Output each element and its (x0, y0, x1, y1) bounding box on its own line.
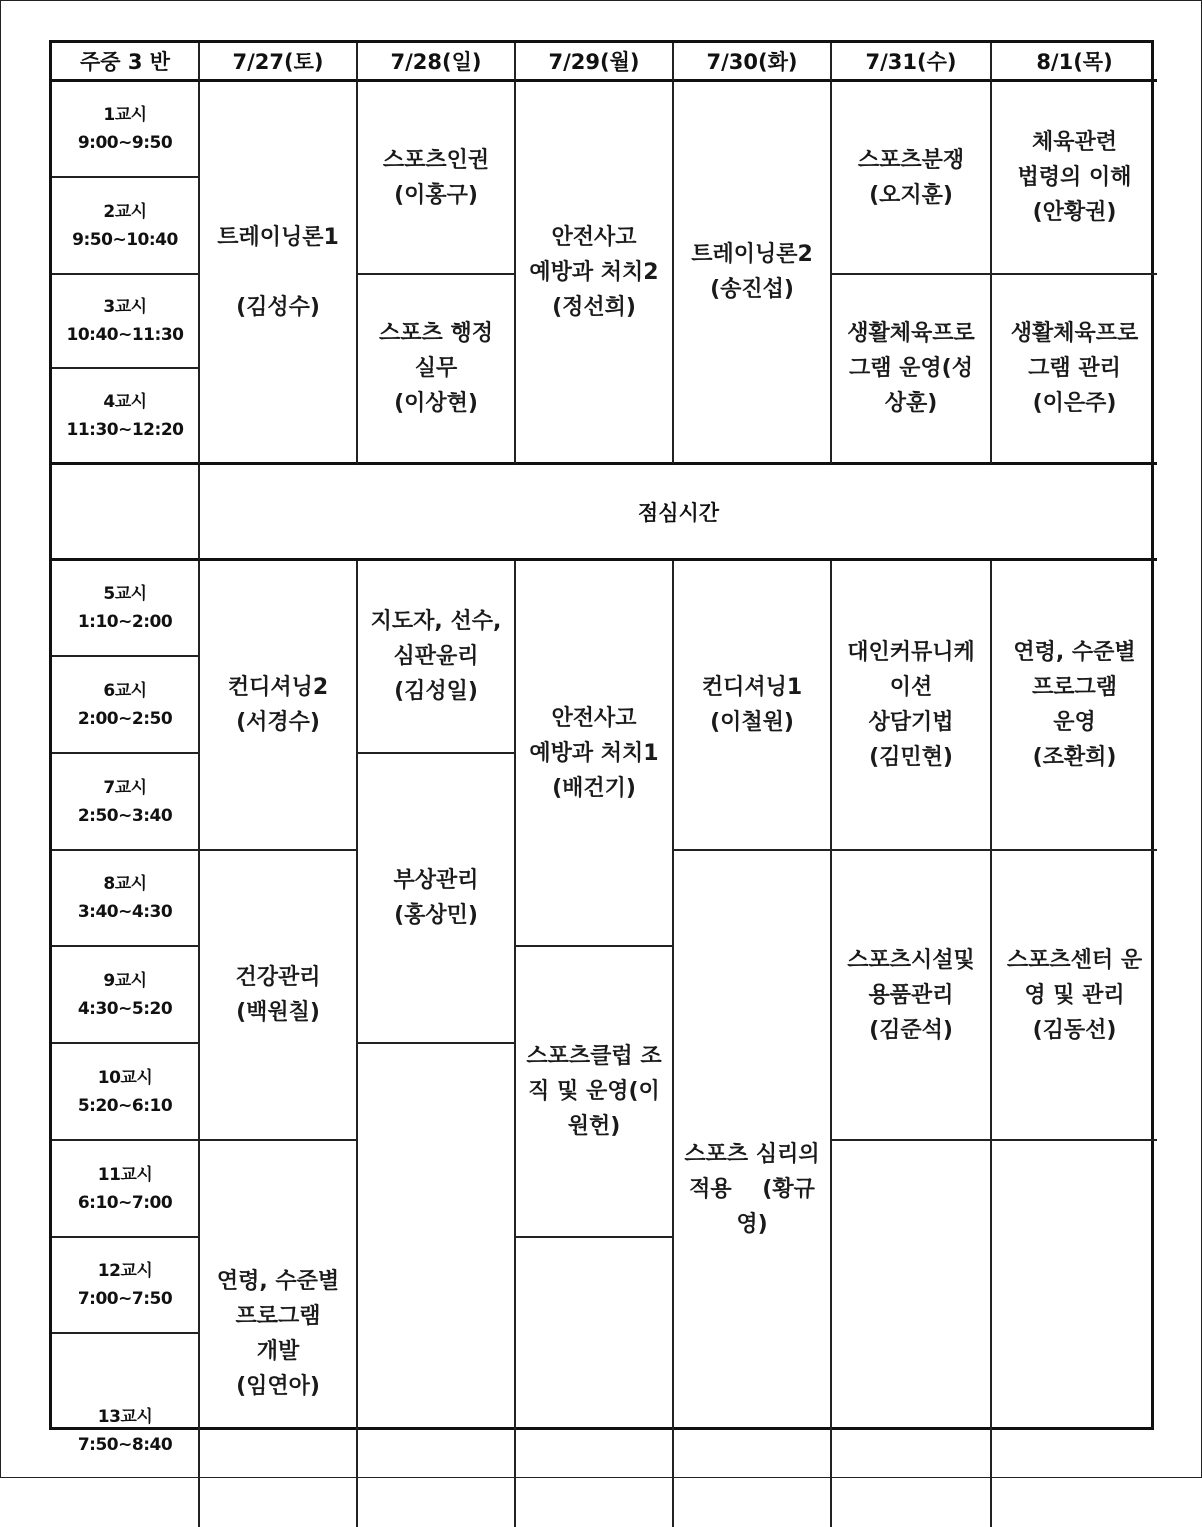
class-title: 영 및 관리 (1024, 982, 1125, 1008)
period-cell (52, 82, 200, 178)
class-cell (516, 82, 674, 465)
class-title: 트레이닝론2 (691, 242, 813, 267)
class-cell (992, 561, 1157, 851)
period-time: 9:00~9:50 (77, 133, 173, 153)
class-cell (832, 275, 992, 465)
period-name: 11교시 (97, 1164, 153, 1185)
class-title: 트레이닝론1 (217, 224, 339, 250)
class-instructor: (김민현) (869, 745, 953, 770)
class-instructor: 상훈) (884, 391, 938, 416)
class-title: 법령의 이해 (1017, 165, 1132, 190)
class-instructor: (김준석) (869, 1017, 953, 1043)
period-cell (52, 1044, 200, 1141)
class-instructor: 영) (736, 1211, 768, 1237)
class-title: 스포츠분쟁 (857, 147, 965, 173)
class-cell (992, 275, 1157, 465)
class-title: 적용 (황규 (689, 1176, 815, 1202)
class-cell (358, 82, 516, 275)
class-instructor: (백원칠) (236, 1000, 320, 1025)
period-time: 7:50~8:40 (77, 1434, 173, 1455)
class-cell (358, 275, 516, 465)
day-header-0728: 7/28(일) (358, 43, 516, 82)
class-instructor: (송진섭) (710, 277, 794, 302)
period-name: 4교시 (103, 391, 147, 412)
class-cell (832, 561, 992, 851)
empty-cell (832, 1141, 992, 1527)
class-title: 스포츠 행정 (379, 321, 493, 346)
class-cell (674, 561, 832, 851)
class-cell (358, 754, 516, 1044)
class-title: 개발 (256, 1339, 300, 1364)
class-cell (358, 561, 516, 754)
class-title: 용품관리 (868, 982, 954, 1008)
empty-cell (358, 1044, 516, 1527)
class-instructor: (이철원) (710, 710, 794, 735)
period-time: 10:40~11:30 (66, 325, 184, 345)
class-cell (832, 851, 992, 1141)
class-cell (992, 82, 1157, 275)
class-title: 이션 (889, 675, 933, 700)
class-title: 직 및 운영(이 (528, 1079, 660, 1104)
class-cell (200, 561, 358, 851)
class-cell (200, 851, 358, 1141)
class-cell (516, 947, 674, 1238)
period-name: 6교시 (103, 680, 147, 701)
class-title: 실무 (414, 356, 458, 381)
class-title: 예방과 처치2 (529, 259, 659, 285)
period-cell (52, 657, 200, 754)
period-time: 2:00~2:50 (77, 708, 173, 729)
period-time: 6:10~7:00 (77, 1192, 173, 1213)
class-cell (832, 82, 992, 275)
class-cell (200, 82, 358, 465)
class-instructor: (이상현) (394, 391, 478, 416)
class-title: 예방과 처치1 (529, 740, 659, 766)
class-instructor: (안황권) (1032, 200, 1117, 225)
period-time: 1:10~2:00 (77, 612, 173, 632)
class-instructor: (홍상민) (394, 903, 478, 928)
class-instructor: (조환희) (1032, 745, 1117, 770)
period-cell (52, 754, 200, 851)
day-header-0730: 7/30(화) (674, 43, 832, 82)
period-time: 5:20~6:10 (77, 1095, 173, 1116)
period-cell (52, 275, 200, 369)
period-cell (52, 1141, 200, 1238)
period-time: 4:30~5:20 (77, 998, 173, 1019)
class-title: 심판윤리 (393, 644, 479, 669)
period-cell (52, 561, 200, 657)
class-title: 스포츠클럽 조 (526, 1044, 662, 1069)
lunch-break: 점심시간 (200, 465, 1157, 561)
period-time: 11:30~12:20 (66, 419, 184, 440)
class-title: 스포츠시설및 (847, 947, 975, 973)
timetable (49, 40, 1154, 1455)
class-cell (516, 561, 674, 947)
period-cell (52, 1334, 200, 1527)
period-name: 10교시 (97, 1067, 153, 1088)
class-instructor: (이홍구) (394, 182, 478, 208)
class-title: 안전사고 (551, 705, 637, 731)
class-title: 생활체육프로 (847, 321, 975, 346)
period-name: 3교시 (103, 297, 147, 317)
period-cell (52, 178, 200, 275)
lunch-period-cell (52, 465, 200, 561)
class-instructor: (정선희) (552, 294, 636, 320)
day-header-0727: 7/27(토) (200, 43, 358, 82)
period-time: 2:50~3:40 (77, 805, 173, 826)
class-title: 스포츠 심리의 (684, 1141, 820, 1167)
class-instructor: (오지훈) (869, 182, 953, 208)
class-title: 연령, 수준별 (216, 1269, 340, 1294)
period-name: 12교시 (97, 1261, 153, 1281)
period-time: 7:00~7:50 (77, 1289, 173, 1309)
period-name: 5교시 (103, 584, 147, 604)
period-cell (52, 947, 200, 1044)
class-title: 컨디셔닝2 (227, 675, 329, 700)
class-title: 생활체육프로 (1010, 321, 1139, 346)
period-name: 13교시 (97, 1406, 153, 1427)
class-cell (992, 851, 1157, 1141)
period-time: 9:50~10:40 (72, 229, 178, 250)
class-title: 그램 운영(성 (849, 356, 973, 381)
class-instructor: (임연아) (236, 1374, 320, 1399)
class-instructor: (김성일) (394, 679, 478, 704)
class-title: 스포츠인권 (382, 147, 490, 173)
class-instructor: 원헌) (567, 1114, 621, 1139)
class-title: 프로그램 (235, 1304, 321, 1329)
class-title: 체육관련 (1031, 130, 1117, 155)
class-title: 컨디셔닝1 (701, 675, 803, 700)
period-name: 8교시 (103, 874, 147, 894)
class-title: 연령, 수준별 (1013, 640, 1136, 665)
class-instructor: (이은주) (1032, 391, 1117, 416)
class-title: 안전사고 (551, 224, 637, 250)
day-header-0801: 8/1(목) (992, 43, 1157, 82)
period-name: 7교시 (103, 777, 147, 798)
period-name: 9교시 (103, 970, 147, 991)
period-cell (52, 851, 200, 947)
class-cell (674, 82, 832, 465)
class-title: 부상관리 (393, 868, 479, 893)
class-instructor: (서경수) (236, 710, 320, 735)
class-title: 그램 관리 (1028, 356, 1121, 381)
class-instructor: (김동선) (1032, 1017, 1117, 1043)
class-instructor: (배건기) (552, 775, 636, 801)
class-name-header: 주중 3 반 (52, 43, 200, 82)
class-title: 지도자, 선수, (370, 609, 502, 634)
class-instructor: (김성수) (236, 294, 320, 320)
day-header-0729: 7/29(월) (516, 43, 674, 82)
period-time: 3:40~4:30 (77, 902, 173, 922)
period-name: 1교시 (103, 105, 147, 125)
class-title: 대인커뮤니케 (847, 640, 975, 665)
class-title: 스포츠센터 운 (1006, 947, 1143, 973)
period-name: 2교시 (103, 201, 147, 222)
class-cell (200, 1141, 358, 1527)
class-title: 운영 (1053, 710, 1096, 735)
class-title: 건강관리 (235, 965, 321, 990)
day-header-0731: 7/31(수) (832, 43, 992, 82)
period-cell (52, 1238, 200, 1334)
class-title: 프로그램 (1031, 675, 1117, 700)
empty-cell (992, 1141, 1157, 1527)
empty-cell (516, 1238, 674, 1527)
period-cell (52, 369, 200, 465)
class-cell (674, 851, 832, 1527)
class-title: 상담기법 (868, 710, 954, 735)
